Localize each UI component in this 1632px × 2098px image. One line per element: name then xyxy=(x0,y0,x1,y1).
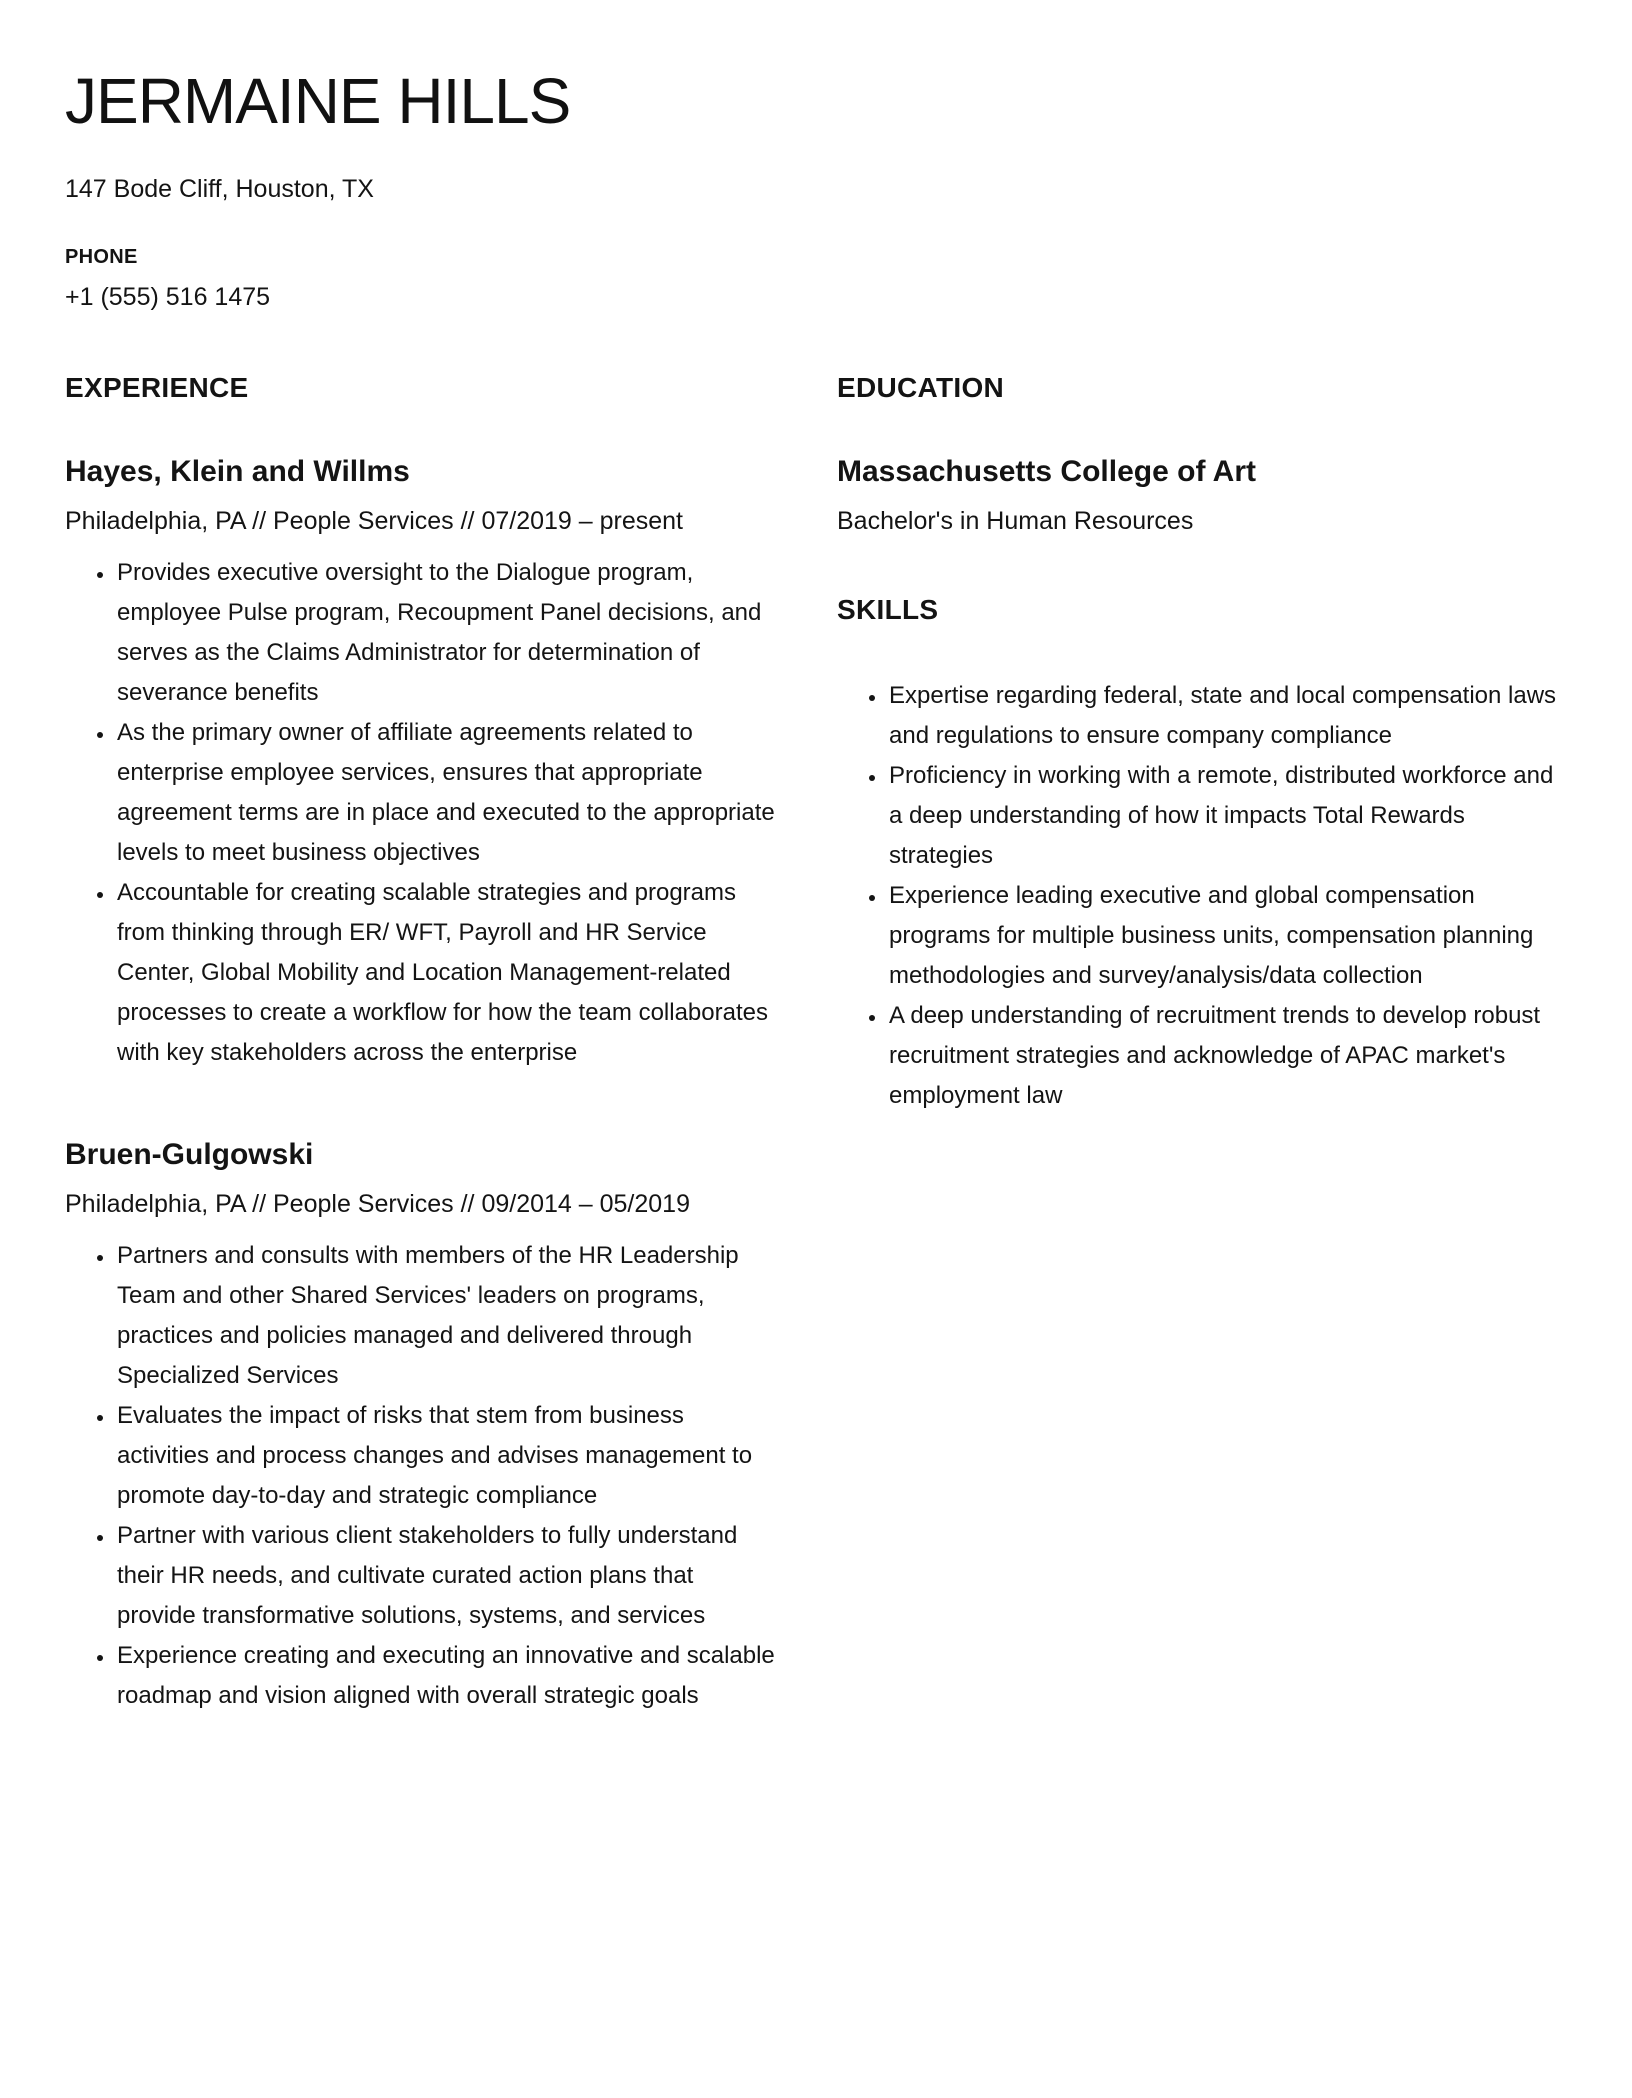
skill-bullet: • Expertise regarding federal, state and local compensation laws and regulations to ensure company compliance xyxy=(887,676,1567,756)
job-bullet: • Partners and consults with members of the HR Leadership Team and other Shared Services' leaders on programs, practices and policies managed and delivered through Specialized Services xyxy=(115,1236,775,1396)
skill-bullet: • Experience leading executive and global compensation programs for multiple business units, compensation planning methodologies and survey/analysis/data collection xyxy=(887,876,1567,996)
candidate-name: JERMAINE HILLS xyxy=(65,65,571,137)
experience-heading: EXPERIENCE xyxy=(65,372,249,404)
skills-heading: SKILLS xyxy=(837,593,939,625)
resume-body xyxy=(65,373,1567,1716)
job-entry xyxy=(65,454,775,1073)
job-bullet-list xyxy=(65,553,775,1073)
job-entry xyxy=(65,1137,775,1716)
education-degree: Bachelor's in Human Resources xyxy=(837,506,1194,535)
job-company: Bruen-Gulgowski xyxy=(65,1137,314,1171)
job-meta: Philadelphia, PA // People Services // 09/2014 – 05/2019 xyxy=(65,1189,690,1218)
skills-bullet-list xyxy=(837,676,1567,1116)
resume-header xyxy=(65,65,1567,313)
skill-bullet: • A deep understanding of recruitment trends to develop robust recruitment strategies and acknowledge of APAC market's employment law xyxy=(887,996,1567,1116)
job-bullet: • Provides executive oversight to the Dialogue program, employee Pulse program, Recoupment Panel decisions, and serves as the Claims Administrator for determination of severance benefits xyxy=(115,553,775,713)
right-column xyxy=(837,373,1567,1116)
education-entry xyxy=(837,454,1567,539)
job-company: Hayes, Klein and Willms xyxy=(65,454,410,488)
candidate-address: 147 Bode Cliff, Houston, TX xyxy=(65,175,374,204)
education-heading: EDUCATION xyxy=(837,372,1005,404)
job-bullet: • As the primary owner of affiliate agreements related to enterprise employee services, ensures that appropriate agreement terms are in place and executed to the appropriate levels to meet business objectives xyxy=(115,713,775,873)
job-bullet: • Experience creating and executing an innovative and scalable roadmap and vision aligned with overall strategic goals xyxy=(115,1636,775,1716)
job-bullet: • Evaluates the impact of risks that stem from business activities and process changes and advises management to promote day-to-day and strategic compliance xyxy=(115,1396,775,1516)
phone-number: +1 (555) 516 1475 xyxy=(65,282,271,311)
skills-section xyxy=(837,595,1567,1116)
experience-section xyxy=(65,373,775,1716)
skill-bullet: • Proficiency in working with a remote, distributed workforce and a deep understanding of how it impacts Total Rewards strategies xyxy=(887,756,1567,876)
job-meta: Philadelphia, PA // People Services // 07/2019 – present xyxy=(65,506,683,535)
job-bullet: • Partner with various client stakeholders to fully understand their HR needs, and cultivate curated action plans that provide transformative solutions, systems, and services xyxy=(115,1516,775,1636)
job-bullet: • Accountable for creating scalable strategies and programs from thinking through ER/ WFT, Payroll and HR Service Center, Global Mobility and Location Management-related processes to create a workflow for how the team collaborates with key stakeholders across the enterprise xyxy=(115,873,775,1073)
education-section xyxy=(837,373,1567,539)
phone-label: PHONE xyxy=(65,245,138,268)
education-school: Massachusetts College of Art xyxy=(837,454,1256,488)
job-bullet-list xyxy=(65,1236,775,1716)
contact-block xyxy=(65,246,1567,314)
